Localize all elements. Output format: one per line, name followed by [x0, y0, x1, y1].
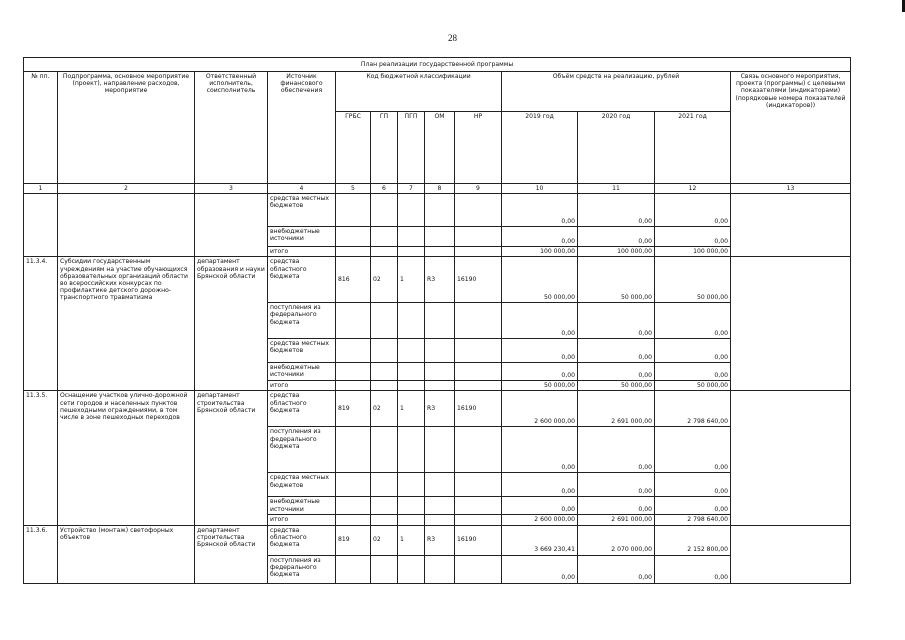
- row-om: [425, 381, 455, 391]
- row-value-2019: 100 000,00: [502, 247, 578, 257]
- row-number: [24, 381, 58, 391]
- row-responsible: [195, 363, 268, 381]
- row-value-2020: 100 000,00: [578, 247, 655, 257]
- column-number: 5: [336, 184, 371, 194]
- column-number: 9: [455, 184, 502, 194]
- column-number: 7: [398, 184, 425, 194]
- row-grbs: 819: [336, 391, 371, 427]
- table-row: [24, 473, 851, 497]
- row-nr: [455, 555, 502, 583]
- row-value-2020: 0,00: [578, 303, 655, 339]
- row-event-name: [58, 497, 195, 515]
- row-nr: [455, 194, 502, 227]
- row-pgp: [398, 515, 425, 525]
- row-funding-source: итого: [268, 515, 336, 525]
- header-nr: НР: [455, 112, 502, 184]
- row-indicator-link: [731, 363, 851, 381]
- row-indicator-link: [731, 427, 851, 473]
- row-funding-source: средства местных бюджетов: [268, 473, 336, 497]
- row-nr: [455, 363, 502, 381]
- table-row: [24, 363, 851, 381]
- column-number: 4: [268, 184, 336, 194]
- row-number: [24, 363, 58, 381]
- row-number: 11.3.5.: [24, 391, 58, 427]
- row-om: [425, 194, 455, 227]
- row-gp: [371, 247, 398, 257]
- row-pgp: [398, 339, 425, 363]
- row-value-2019: 2 600 000,00: [502, 391, 578, 427]
- row-value-2021: 50 000,00: [655, 381, 731, 391]
- row-grbs: [336, 515, 371, 525]
- row-nr: [455, 497, 502, 515]
- row-funding-source: итого: [268, 247, 336, 257]
- row-funding-source: средства местных бюджетов: [268, 194, 336, 227]
- row-gp: [371, 194, 398, 227]
- row-value-2020: 0,00: [578, 497, 655, 515]
- row-pgp: 1: [398, 391, 425, 427]
- row-number: [24, 555, 58, 583]
- program-plan-table: [23, 57, 851, 584]
- row-event-name: [58, 227, 195, 247]
- row-value-2019: 0,00: [502, 194, 578, 227]
- header-year-2019: 2019 год: [502, 112, 578, 184]
- row-gp: [371, 497, 398, 515]
- row-om: [425, 473, 455, 497]
- row-funding-source: средства областного бюджета: [268, 525, 336, 555]
- row-nr: [455, 427, 502, 473]
- row-number: [24, 427, 58, 473]
- page-number: 28: [448, 33, 457, 43]
- row-value-2019: 0,00: [502, 427, 578, 473]
- row-value-2021: 2 152 800,00: [655, 525, 731, 555]
- row-event-name: [58, 381, 195, 391]
- header-link: Связь основного мероприятия, проекта (программы) с целевыми показателями (индикаторами) (порядковые номера показателей (индикаторов)): [731, 72, 851, 184]
- row-pgp: [398, 227, 425, 247]
- row-grbs: 819: [336, 525, 371, 555]
- row-number: [24, 227, 58, 247]
- header-volume: Объём средств на реализацию, рублей: [502, 72, 731, 112]
- row-indicator-link: [731, 247, 851, 257]
- row-funding-source: внебюджетные источники: [268, 227, 336, 247]
- row-grbs: [336, 303, 371, 339]
- row-om: [425, 515, 455, 525]
- row-gp: 02: [371, 391, 398, 427]
- row-value-2021: 0,00: [655, 339, 731, 363]
- table-row: [24, 247, 851, 257]
- row-value-2019: 3 669 230,41: [502, 525, 578, 555]
- row-om: [425, 339, 455, 363]
- row-responsible: [195, 303, 268, 339]
- row-gp: [371, 339, 398, 363]
- row-nr: [455, 227, 502, 247]
- row-gp: [371, 227, 398, 247]
- header-pgp: ПГП: [398, 112, 425, 184]
- row-value-2020: 0,00: [578, 227, 655, 247]
- header-year-2021: 2021 год: [655, 112, 731, 184]
- row-responsible: [195, 381, 268, 391]
- row-value-2021: 0,00: [655, 555, 731, 583]
- row-pgp: 1: [398, 525, 425, 555]
- row-number: [24, 515, 58, 525]
- row-grbs: [336, 247, 371, 257]
- row-indicator-link: [731, 339, 851, 363]
- row-nr: [455, 515, 502, 525]
- row-indicator-link: [731, 257, 851, 303]
- row-responsible: [195, 515, 268, 525]
- row-indicator-link: [731, 473, 851, 497]
- row-indicator-link: [731, 525, 851, 555]
- row-gp: [371, 427, 398, 473]
- row-number: 11.3.6.: [24, 525, 58, 555]
- row-value-2021: 0,00: [655, 227, 731, 247]
- table-row: [24, 257, 851, 303]
- row-responsible: [195, 555, 268, 583]
- header-om: ОМ: [425, 112, 455, 184]
- row-grbs: [336, 473, 371, 497]
- row-responsible: департамент строительства Брянской области: [195, 525, 268, 555]
- row-event-name: Оснащение участков улично-дорожной сети городов и населенных пунктов пешеходными ограждениями, в том числе в зоне пешеходных переходов: [58, 391, 195, 427]
- row-value-2020: 0,00: [578, 473, 655, 497]
- row-value-2020: 0,00: [578, 555, 655, 583]
- row-om: [425, 497, 455, 515]
- row-value-2021: 0,00: [655, 427, 731, 473]
- row-number: [24, 339, 58, 363]
- column-number: 6: [371, 184, 398, 194]
- row-nr: 16190: [455, 391, 502, 427]
- row-value-2019: 0,00: [502, 473, 578, 497]
- row-value-2021: 0,00: [655, 303, 731, 339]
- row-event-name: [58, 515, 195, 525]
- column-number-row: [24, 184, 851, 194]
- row-om: [425, 427, 455, 473]
- row-grbs: [336, 497, 371, 515]
- row-nr: [455, 303, 502, 339]
- row-grbs: [336, 555, 371, 583]
- row-event-name: [58, 363, 195, 381]
- row-om: R3: [425, 525, 455, 555]
- row-nr: [455, 381, 502, 391]
- table-row: [24, 525, 851, 555]
- row-indicator-link: [731, 555, 851, 583]
- row-responsible: [195, 497, 268, 515]
- row-funding-source: средства областного бюджета: [268, 257, 336, 303]
- row-om: [425, 303, 455, 339]
- row-gp: [371, 473, 398, 497]
- row-responsible: [195, 194, 268, 227]
- row-indicator-link: [731, 515, 851, 525]
- row-pgp: [398, 497, 425, 515]
- row-gp: [371, 303, 398, 339]
- row-pgp: 1: [398, 257, 425, 303]
- row-value-2021: 0,00: [655, 497, 731, 515]
- row-event-name: [58, 194, 195, 227]
- row-grbs: [336, 363, 371, 381]
- row-responsible: [195, 473, 268, 497]
- column-number: 1: [24, 184, 58, 194]
- row-funding-source: поступления из федерального бюджета: [268, 303, 336, 339]
- row-value-2019: 0,00: [502, 339, 578, 363]
- row-gp: 02: [371, 525, 398, 555]
- header-budget-code: Код бюджетной классификации: [336, 72, 502, 112]
- row-indicator-link: [731, 381, 851, 391]
- row-om: [425, 555, 455, 583]
- row-event-name: [58, 303, 195, 339]
- row-grbs: [336, 194, 371, 227]
- row-value-2020: 2 691 000,00: [578, 515, 655, 525]
- table-row: [24, 427, 851, 473]
- table-row: [24, 227, 851, 247]
- row-value-2019: 0,00: [502, 227, 578, 247]
- row-nr: [455, 339, 502, 363]
- row-gp: [371, 381, 398, 391]
- row-number: [24, 497, 58, 515]
- row-indicator-link: [731, 227, 851, 247]
- row-value-2021: 50 000,00: [655, 257, 731, 303]
- column-number: 2: [58, 184, 195, 194]
- table-row: [24, 339, 851, 363]
- row-number: [24, 303, 58, 339]
- row-event-name: [58, 473, 195, 497]
- row-responsible: [195, 427, 268, 473]
- column-number: 11: [578, 184, 655, 194]
- header-row-main: [24, 72, 851, 112]
- row-grbs: 816: [336, 257, 371, 303]
- row-pgp: [398, 381, 425, 391]
- row-om: [425, 363, 455, 381]
- row-indicator-link: [731, 194, 851, 227]
- row-value-2021: 2 798 640,00: [655, 515, 731, 525]
- row-om: R3: [425, 257, 455, 303]
- row-value-2021: 0,00: [655, 194, 731, 227]
- row-value-2019: 50 000,00: [502, 381, 578, 391]
- row-pgp: [398, 363, 425, 381]
- row-value-2020: 0,00: [578, 339, 655, 363]
- row-grbs: [336, 427, 371, 473]
- row-responsible: [195, 339, 268, 363]
- row-number: [24, 473, 58, 497]
- column-number: 3: [195, 184, 268, 194]
- row-gp: [371, 363, 398, 381]
- header-source: Источник финансового обеспечения: [268, 72, 336, 184]
- row-pgp: [398, 555, 425, 583]
- row-funding-source: средства областного бюджета: [268, 391, 336, 427]
- row-funding-source: внебюджетные источники: [268, 363, 336, 381]
- row-event-name: [58, 555, 195, 583]
- row-responsible: [195, 247, 268, 257]
- row-event-name: [58, 247, 195, 257]
- header-gp: ГП: [371, 112, 398, 184]
- row-value-2020: 0,00: [578, 194, 655, 227]
- row-om: R3: [425, 391, 455, 427]
- header-name: Подпрограмма, основное мероприятие (проект), направление расходов, мероприятие: [58, 72, 195, 184]
- row-number: [24, 194, 58, 227]
- row-nr: [455, 247, 502, 257]
- row-grbs: [336, 381, 371, 391]
- header-year-2020: 2020 год: [578, 112, 655, 184]
- row-responsible: департамент строительства Брянской области: [195, 391, 268, 427]
- row-om: [425, 227, 455, 247]
- column-number: 8: [425, 184, 455, 194]
- row-responsible: департамент образования и науки Брянской области: [195, 257, 268, 303]
- row-nr: 16190: [455, 257, 502, 303]
- row-pgp: [398, 194, 425, 227]
- row-value-2019: 50 000,00: [502, 257, 578, 303]
- row-value-2019: 0,00: [502, 497, 578, 515]
- table-row: [24, 303, 851, 339]
- row-event-name: Субсидии государственным учреждениям на участие обучающихся образовательных организаций области во всероссийских конкурсах по профилактике детского дорожно-транспортного травматизма: [58, 257, 195, 303]
- row-indicator-link: [731, 497, 851, 515]
- table-row: [24, 555, 851, 583]
- row-value-2021: 0,00: [655, 363, 731, 381]
- row-value-2019: 2 600 000,00: [502, 515, 578, 525]
- row-value-2020: 50 000,00: [578, 257, 655, 303]
- row-value-2020: 50 000,00: [578, 381, 655, 391]
- column-number: 13: [731, 184, 851, 194]
- row-gp: [371, 515, 398, 525]
- row-grbs: [336, 339, 371, 363]
- row-event-name: [58, 339, 195, 363]
- row-pgp: [398, 247, 425, 257]
- row-value-2021: 0,00: [655, 473, 731, 497]
- row-number: 11.3.4.: [24, 257, 58, 303]
- row-value-2019: 0,00: [502, 555, 578, 583]
- row-responsible: [195, 227, 268, 247]
- row-nr: [455, 473, 502, 497]
- header-num: № пп.: [24, 72, 58, 184]
- row-pgp: [398, 427, 425, 473]
- row-event-name: [58, 427, 195, 473]
- row-funding-source: средства местных бюджетов: [268, 339, 336, 363]
- table-row: [24, 381, 851, 391]
- row-indicator-link: [731, 303, 851, 339]
- row-value-2020: 0,00: [578, 427, 655, 473]
- column-number: 12: [655, 184, 731, 194]
- row-value-2021: 2 798 640,00: [655, 391, 731, 427]
- table-row: [24, 194, 851, 227]
- row-event-name: Устройство (монтаж) светофорных объектов: [58, 525, 195, 555]
- row-value-2020: 2 691 000,00: [578, 391, 655, 427]
- row-gp: 02: [371, 257, 398, 303]
- row-funding-source: поступления из федерального бюджета: [268, 555, 336, 583]
- row-value-2019: 0,00: [502, 363, 578, 381]
- table-row: [24, 515, 851, 525]
- row-gp: [371, 555, 398, 583]
- table-title-row: [24, 58, 851, 72]
- row-value-2020: 2 070 000,00: [578, 525, 655, 555]
- table-title: План реализации государственной программы: [24, 58, 851, 72]
- row-value-2020: 0,00: [578, 363, 655, 381]
- row-nr: 16190: [455, 525, 502, 555]
- table-row: [24, 391, 851, 427]
- row-value-2019: 0,00: [502, 303, 578, 339]
- row-grbs: [336, 227, 371, 247]
- table-row: [24, 497, 851, 515]
- row-funding-source: поступления из федерального бюджета: [268, 427, 336, 473]
- row-indicator-link: [731, 391, 851, 427]
- header-responsible: Ответственный исполнитель, соисполнитель: [195, 72, 268, 184]
- row-pgp: [398, 473, 425, 497]
- header-grbs: ГРБС: [336, 112, 371, 184]
- row-funding-source: внебюджетные источники: [268, 497, 336, 515]
- row-funding-source: итого: [268, 381, 336, 391]
- row-number: [24, 247, 58, 257]
- column-number: 10: [502, 184, 578, 194]
- row-value-2021: 100 000,00: [655, 247, 731, 257]
- row-pgp: [398, 303, 425, 339]
- row-om: [425, 247, 455, 257]
